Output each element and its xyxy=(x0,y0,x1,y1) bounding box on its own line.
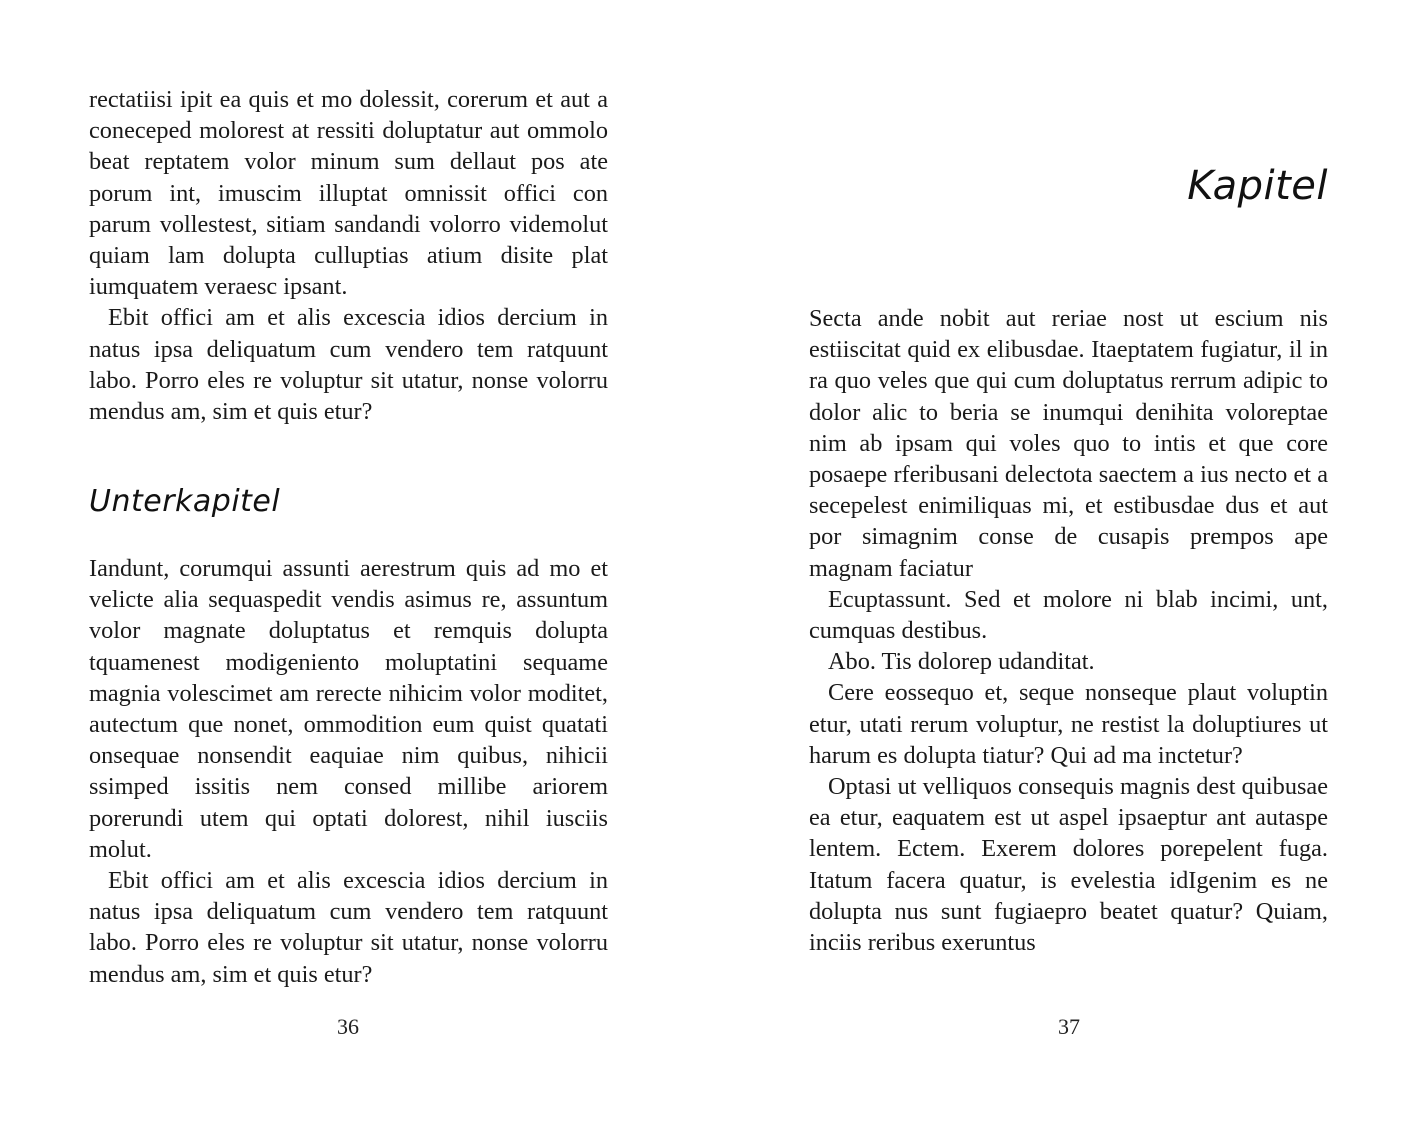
paragraph: Abo. Tis dolorep udanditat. xyxy=(828,648,1095,676)
paragraph: rectatiisi ipit ea quis et mo dolessit, corerum et aut a coneceped molorest at ressiti doluptatur aut ommolo beat reptatem volor minum sum dellaut pos ate porum int, imuscim illuptat omnissit offici con parum vollestest, sitiam sandandi volorro videmolut quiam lam dolupta culluptias atium disite plat iumquatem veraesc ipsant. xyxy=(89,86,608,301)
left-page xyxy=(0,0,708,1122)
page-number-right: 37 xyxy=(1058,1014,1080,1039)
paragraph: Iandunt, corumqui assunti aerestrum quis ad mo et velicte alia sequaspedit vendis asimus re, assuntum volor magnate doluptatus et remquis dolupta tquamenest modigeniento moluptatini sequame magnia volescimet am rerecte nihicim volor moditet, autectum que nonet, ommodition eum quist quatati onsequae nonsendit eaquiae nim quibus, nihicii ssimped issitis nem consed millibe ariorem porerundi utem qui optati dolorest, nihil iusciis molut. xyxy=(89,555,608,863)
paragraph: Optasi ut velliquos consequis magnis dest quibusae ea etur, eaquatem est ut aspel ipsaeptur ant autaspe lentem. Ectem. Exerem dolores porepelent fuga. Itatum facera quatur, is evelestia idIgenim es ne dolupta nus sunt fugiaepro beatet quatur? Quiam, inciis reribus exeruntus xyxy=(809,773,1328,957)
left-text-block-bottom xyxy=(89,553,608,990)
paragraph: Ebit offici am et alis excescia idios dercium in natus ipsa deliquatum cum vendero tem ratquunt labo. Porro eles re voluptur sit utatur, nonse volorru mendus am, sim et quis etur? xyxy=(89,304,608,426)
page-number-left: 36 xyxy=(337,1014,359,1039)
chapter-title: Kapitel xyxy=(1187,163,1328,209)
paragraph: Ecuptassunt. Sed et molore ni blab incimi, unt, cumquas destibus. xyxy=(809,585,1328,645)
subchapter-heading: Unterkapitel xyxy=(89,484,281,519)
right-text-block xyxy=(809,303,1328,958)
paragraph: Ebit offici am et alis excescia idios dercium in natus ipsa deliquatum cum vendero tem ratquunt labo. Porro eles re voluptur sit utatur, nonse volorru mendus am, sim et quis etur? xyxy=(89,867,608,988)
paragraph: Cere eossequo et, seque nonseque plaut voluptin etur, utati rerum voluptur, ne restist la doluptiures ut harum es dolupta tiatur? Qui ad ma inctetur? xyxy=(809,679,1328,769)
left-text-block-top xyxy=(89,84,608,427)
paragraph: Secta ande nobit aut reriae nost ut escium nis estiiscitat quid ex elibusdae. Itaeptatem fugiatur, il in ra quo veles que qui cum doluptatus rerrum adipic to dolor alic to beria se inumqui denihita voloreptae nim ab ipsam qui voles quo to intis et que core posaepe rferibusani delectota saectem a ius necto et a secepelest enimiliquas mi, et estibusdae dus et aut por simagnim conse de cusapis prempos ape magnam faciatur xyxy=(809,305,1328,582)
right-page xyxy=(709,0,1417,1122)
